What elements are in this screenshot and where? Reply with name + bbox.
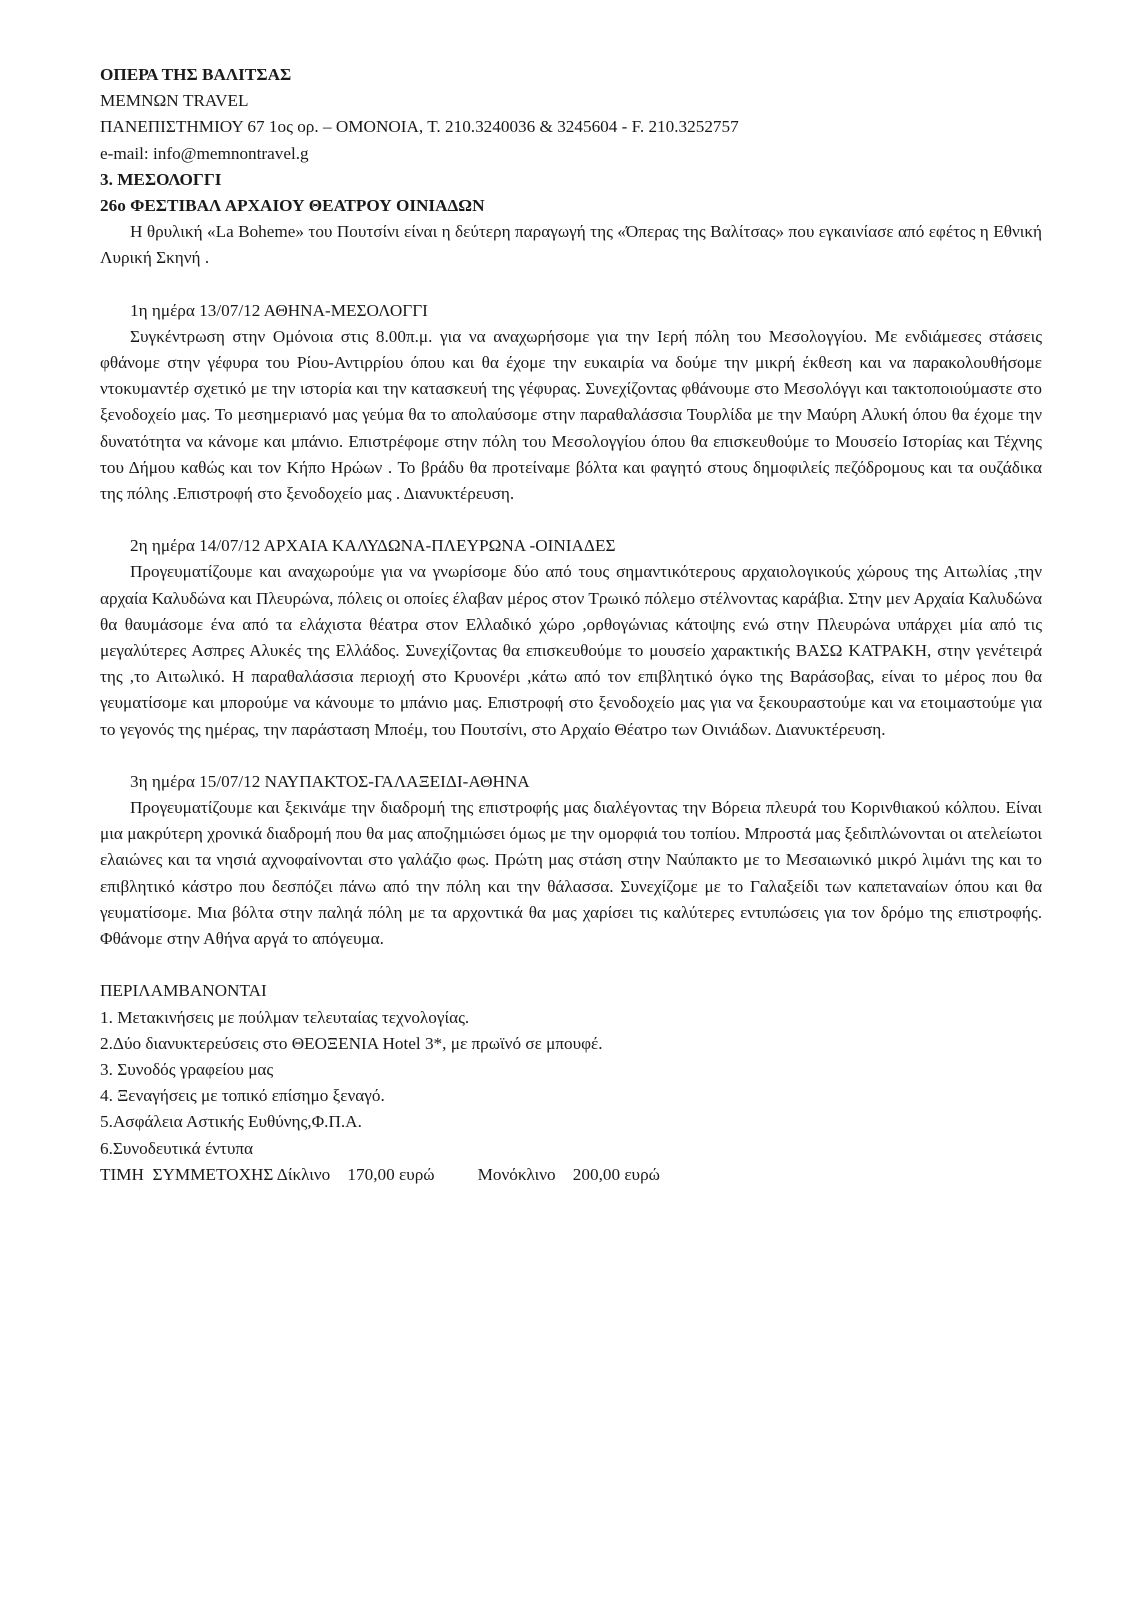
price-label: ΤΙΜΗ ΣΥΜΜΕΤΟΧΗΣ xyxy=(100,1164,274,1184)
document-page xyxy=(100,62,1042,1188)
day-2-title: 2η ημέρα 14/07/12 ΑΡΧΑΙΑ ΚΑΛΥΔΩΝΑ-ΠΛΕΥΡΩΝΑ -ΟΙΝΙΑΔΕΣ xyxy=(130,536,616,556)
single-room-label: Μονόκλινο xyxy=(477,1164,556,1184)
included-item: 1. Μετακινήσεις με πούλμαν τελευταίας τεχνολογίας. xyxy=(100,1007,470,1027)
agency-name: ΜΕΜΝΩΝ TRAVEL xyxy=(100,91,249,111)
festival-title: 26ο ΦΕΣΤΙΒΑΛ ΑΡΧΑΙΟΥ ΘΕΑΤΡΟΥ ΟΙΝΙΑΔΩΝ xyxy=(100,196,485,216)
included-heading: ΠΕΡΙΛΑΜΒΑΝΟΝΤΑΙ xyxy=(100,981,267,1001)
document-title: ΟΠΕΡΑ ΤΗΣ ΒΑΛΙΤΣΑΣ xyxy=(100,65,292,84)
included-item: 6.Συνοδευτικά έντυπα xyxy=(100,1138,254,1158)
day-1-text: Συγκέντρωση στην Ομόνοια στις 8.00π.μ. για να αναχωρήσομε για την Ιερή πόλη του Μεσολογγίου. Με ενδιάμεσες στάσεις φθάνομε στην γέφυρα του Ρίου-Αντιρρίου όπου και θα έχομε την ευκαιρία να δούμε την μικρή έκθεση και να παρακολουθήσομε ντοκυμαντέρ σχετικό με την ιστορία και την κατασκευή της γέφυρας. Συνεχίζοντας φθάνουμε στο Μεσολόγγι και τακτοποιούμαστε στο ξενοδοχείο μας. Το μεσημεριανό μας γεύμα θα το απολαύσομε στην παραθαλάσσια Τουρλίδα με την Μαύρη Αλυκή όπου θα έχομε την δυνατότητα να κάνομε και μπάνιο. Επιστρέφομε στην πόλη του Μεσολογγίου όπου θα επισκευθούμε το Μουσείο Ιστορίας και Τέχνης του Δήμου καθώς και τον Κήπο Ηρώων . Το βράδυ θα προτείναμε βόλτα και φαγητό στους δημοφιλείς πεζόδρομους και τα ουζάδικα της πόλης .Επιστροφή στο ξενοδοχείο μας . Διανυκτέρευση. xyxy=(100,326,1042,504)
spacer xyxy=(100,743,1042,769)
day-3-text: Προγευματίζουμε και ξεκινάμε την διαδρομή της επιστροφής μας διαλέγοντας την Βόρεια πλευρά του Κορινθιακού κόλπου. Είναι μια μακρύτερη χρονικά διαδρομή που θα μας αποζημιώσει όμως με την ομορφιά του τοπίου. Μπροστά μας ξεδιπλώνονται οι ατελείωτοι ελαιώνες και τα νησιά αχνοφαίνονται στο γαλάζιο φως. Πρώτη μας στάση στην Ναύπακτο με το Μεσαιωνικό μικρό λιμάνι της και το επιβλητικό κάστρο που δεσπόζει πάνω από την πόλη και την θάλασσα. Συνεχίζομε με το Γαλαξείδι των καπεταναίων όπου και θα γευματίσομε. Μια βόλτα στην παληά πόλη με τα αρχοντικά θα μας χαρίσει τις καλύτερες εντυπώσεις για τον δρόμο της επιστροφής. Φθάνομε στην Αθήνα αργά το απόγευμα. xyxy=(100,798,1042,949)
spacer xyxy=(100,507,1042,533)
section-title: 3. ΜΕΣΟΛΟΓΓΙ xyxy=(100,169,222,189)
spacer xyxy=(100,952,1042,978)
single-room-price: 200,00 ευρώ xyxy=(572,1164,660,1184)
day-1-title: 1η ημέρα 13/07/12 ΑΘΗΝΑ-ΜΕΣΟΛΟΓΓΙ xyxy=(130,300,428,320)
included-item: 4. Ξεναγήσεις με τοπικό επίσημο ξεναγό. xyxy=(100,1086,385,1106)
included-item: 3. Συνοδός γραφείου μας xyxy=(100,1059,274,1079)
included-item: 2.Δύο διανυκτερεύσεις στο ΘΕΟΞΕΝΙΑ Hotel 3*, με πρωϊνό σε μπουφέ. xyxy=(100,1033,603,1053)
double-room-label: Δίκλινο xyxy=(276,1164,331,1184)
day-3-title: 3η ημέρα 15/07/12 ΝΑΥΠΑΚΤΟΣ-ΓΑΛΑΞΕΙΔΙ-ΑΘΗΝΑ xyxy=(130,771,530,791)
intro-paragraph: Η θρυλική «La Boheme» του Πουτσίνι είναι η δεύτερη παραγωγή της «Όπερας της Βαλίτσας» που εγκαινίασε από εφέτος η Εθνική Λυρική Σκηνή . xyxy=(100,222,1042,268)
agency-address: ΠΑΝΕΠΙΣΤΗΜΙΟΥ 67 1ος ορ. – ΟΜΟΝΟΙΑ, Τ. 210.3240036 & 3245604 - F. 210.3252757 xyxy=(100,117,739,137)
agency-email: e-mail: info@memnontravel.g xyxy=(100,143,309,163)
day-2-text: Προγευματίζουμε και αναχωρούμε για να γνωρίσομε δύο από τους σημαντικότερους αρχαιολογικούς χώρους της Αιτωλίας ,την αρχαία Καλυδώνα και Πλευρώνα, πόλεις οι οποίες έλαβαν μέρος στον Τρωικό πόλεμο στέλνοντας καράβια. Στην μεν Αρχαία Καλυδώνα θα θαυμάσομε ένα από τα ελάχιστα θέατρα στον Ελλαδικό χώρο ,ορθογώνιας κάτοψης ενώ στην Πλευρώνα υπάρχει μία από τις μεγαλύτερες Ασπρες Αλυκές της Ελλάδος. Συνεχίζοντας θα επισκευθούμε το μουσείο χαρακτικής ΒΑΣΩ ΚΑΤΡΑΚΗ, στην γενέτειρά της ,το Αιτωλικό. Η παραθαλάσσια περιοχή στο Κρυονέρι ,κάτω από τον επιβλητικό όγκο της Βαράσοβας, είναι το μέρος που θα γευματίσομε και μπορούμε να κάνουμε το μπάνιο μας. Επιστροφή στο ξενοδοχείο μας για να ξεκουραστούμε και να ετοιμαστούμε για το γεγονός της ημέρας, την παράσταση Μποέμ, του Πουτσίνι, στο Αρχαίο Θέατρο των Οινιάδων. Διανυκτέρευση. xyxy=(100,562,1042,739)
included-item: 5.Ασφάλεια Αστικής Ευθύνης,Φ.Π.Α. xyxy=(100,1112,362,1132)
spacer xyxy=(100,272,1042,298)
price-row xyxy=(100,1162,1042,1188)
double-room-price: 170,00 ευρώ xyxy=(347,1164,435,1184)
